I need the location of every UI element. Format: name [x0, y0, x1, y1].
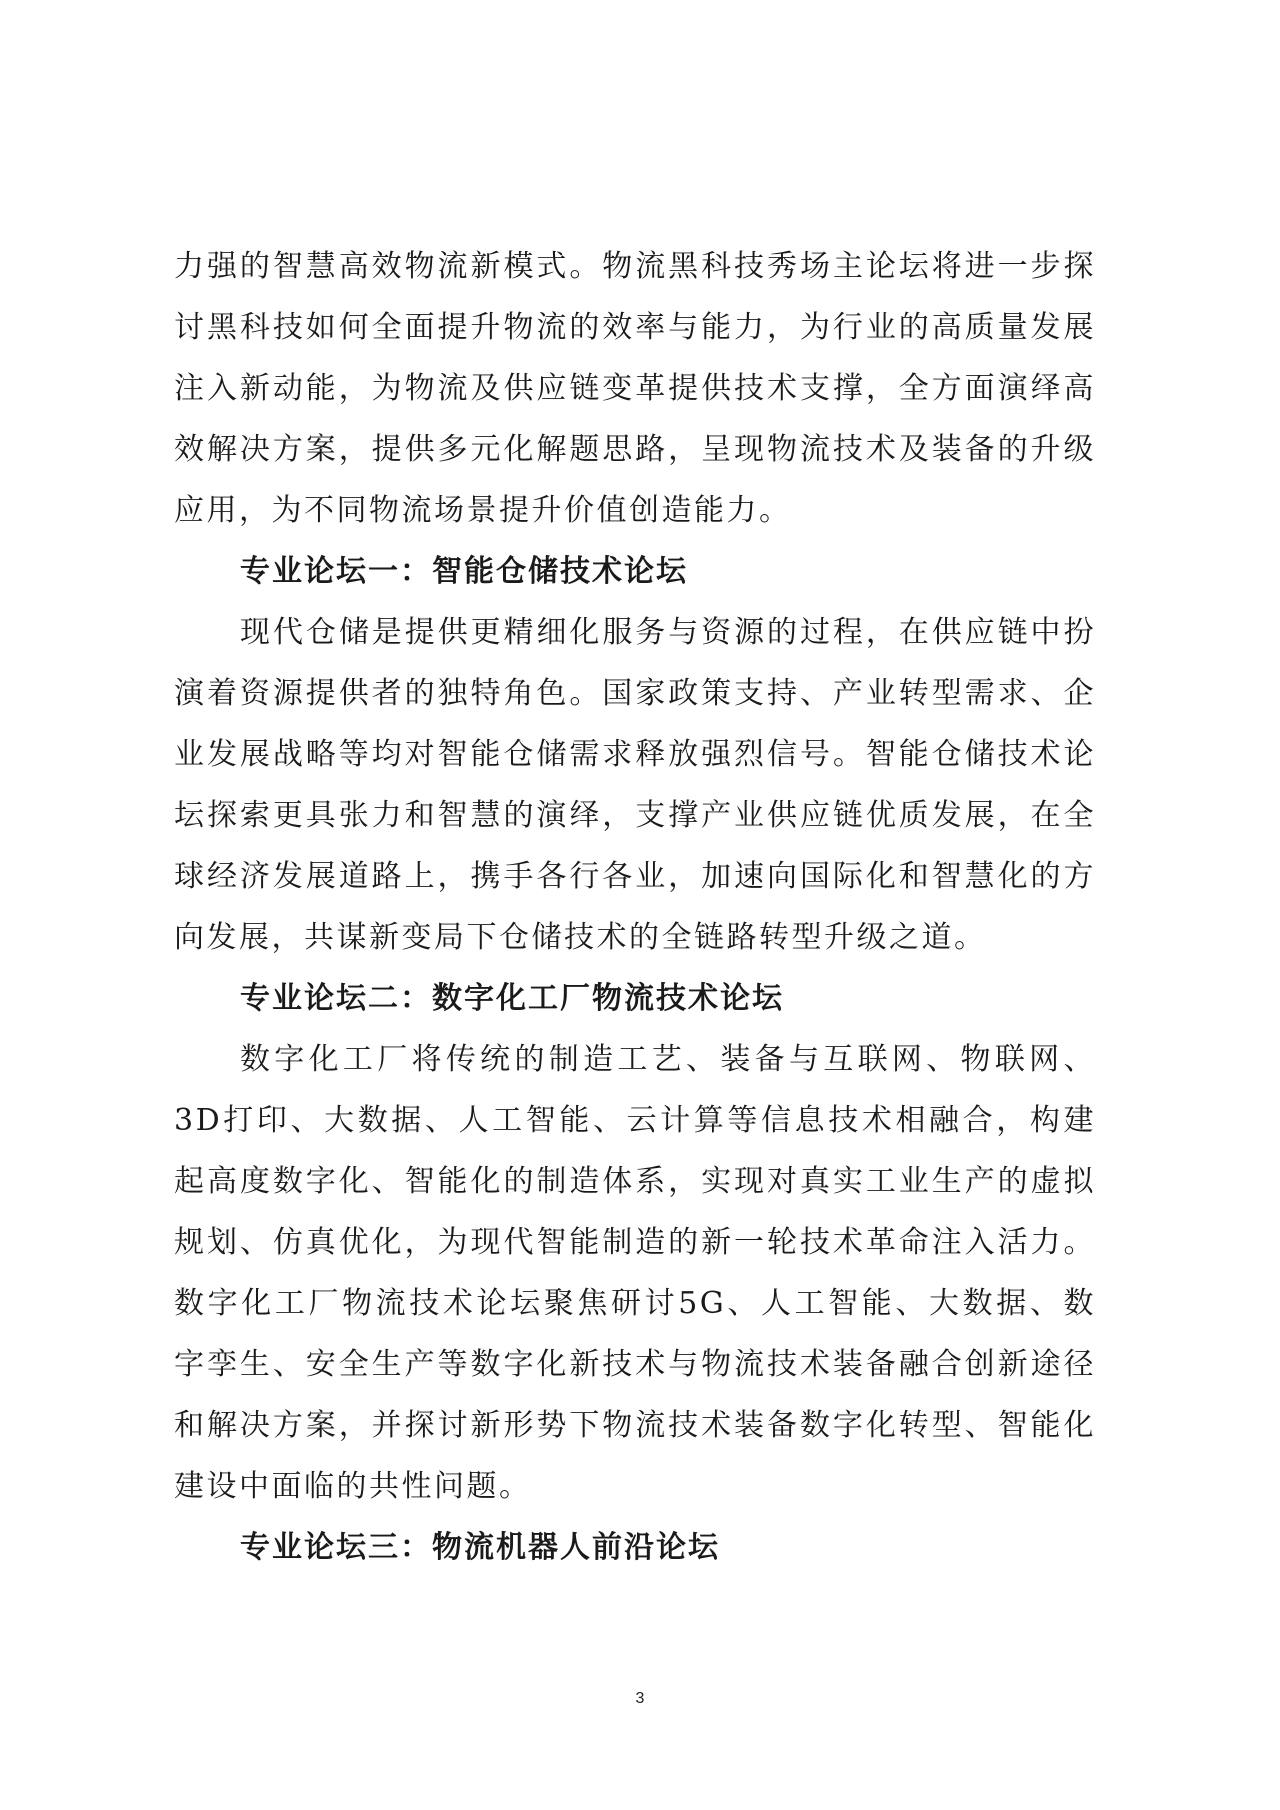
heading-forum-3: 专业论坛三：物流机器人前沿论坛 [240, 1530, 720, 1565]
page-number: 3 [635, 1690, 645, 1707]
heading-forum-2: 专业论坛二：数字化工厂物流技术论坛 [240, 981, 784, 1016]
paragraph-forum-1: 现代仓储是提供更精细化服务与资源的过程，在供应链中扮演着资源提供者的独特角色。国家政策支持、产业转型需求、企业发展战略等均对智能仓储需求释放强烈信号。智能仓储技术论坛探索更具张力和智慧的演绎，支撑产业供应链优质发展，在全球经济发展道路上，携手各行各业，加速向国际化和智慧化的方向发展，共谋新变局下仓储技术的全链路转型升级之道。 [174, 615, 1096, 955]
paragraph-forum-2: 数字化工厂将传统的制造工艺、装备与互联网、物联网、3D打印、大数据、人工智能、云计算等信息技术相融合，构建起高度数字化、智能化的制造体系，实现对真实工业生产的虚拟规划、仿真优化，为现代智能制造的新一轮技术革命注入活力。数字化工厂物流技术论坛聚焦研讨5G、人工智能、大数据、数字孪生、安全生产等数字化新技术与物流技术装备融合创新途径和解决方案，并探讨新形势下物流技术装备数字化转型、智能化建设中面临的共性问题。 [174, 1042, 1096, 1504]
paragraph-main-forum-continued: 力强的智慧高效物流新模式。物流黑科技秀场主论坛将进一步探讨黑科技如何全面提升物流的效率与能力，为行业的高质量发展注入新动能，为物流及供应链变革提供技术支撑，全方面演绎高效解决方案，提供多元化解题思路，呈现物流技术及装备的升级应用，为不同物流场景提升价值创造能力。 [174, 249, 1096, 528]
document-body [174, 236, 1096, 1578]
heading-forum-1: 专业论坛一：智能仓储技术论坛 [240, 554, 688, 589]
